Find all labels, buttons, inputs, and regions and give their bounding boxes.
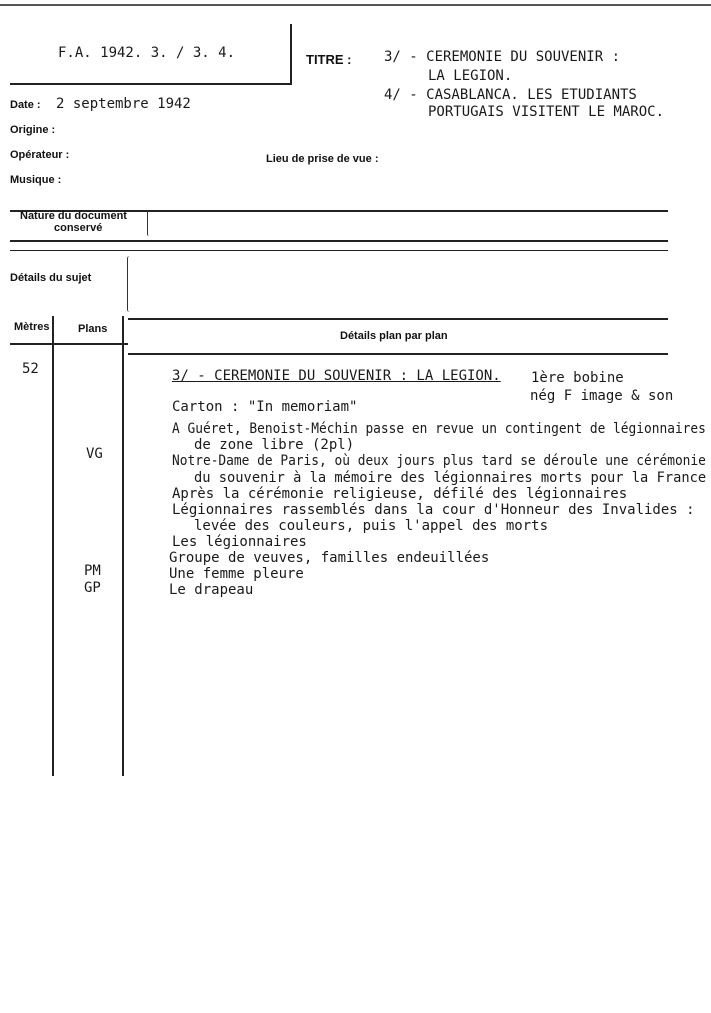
- title-line-1: 3/ - CEREMONIE DU SOUVENIR :: [384, 49, 621, 65]
- operateur-label: Opérateur :: [10, 149, 70, 161]
- musique-label: Musique :: [10, 174, 62, 186]
- reel-note-1: 1ère bobine: [531, 370, 624, 386]
- metres-value: 52: [22, 361, 39, 377]
- detail-line-11: Une femme pleure: [169, 566, 304, 582]
- detail-line-8: levée des couleurs, puis l'appel des morts: [194, 518, 549, 534]
- detail-line-7: Légionnaires rassemblés dans la cour d'Honneur des Invalides :: [172, 502, 695, 518]
- col-divider-2: [122, 316, 124, 776]
- header-divider: [290, 24, 292, 84]
- title-line-3: 4/ - CASABLANCA. LES ETUDIANTS: [384, 87, 637, 103]
- nature-brace: [147, 210, 151, 236]
- detail-line-6: Après la cérémonie religieuse, défilé des légionnaires: [172, 486, 628, 502]
- nature-label-1: Nature du document: [20, 210, 127, 222]
- titre-label: TITRE :: [306, 52, 352, 67]
- table-top-rule: [128, 318, 668, 320]
- plan-vg: VG: [86, 446, 103, 462]
- details-header-rule: [128, 353, 668, 355]
- title-line-2: LA LEGION.: [428, 68, 513, 84]
- title-line-4: PORTUGAIS VISITENT LE MAROC.: [428, 104, 665, 120]
- top-border: [0, 4, 711, 6]
- detail-line-9: Les légionnaires: [172, 534, 307, 550]
- col-details: Détails plan par plan: [340, 330, 448, 342]
- col-metres: Mètres: [14, 321, 50, 333]
- date-value: 2 septembre 1942: [56, 96, 191, 112]
- reel-note-2: nég F image & son: [530, 388, 674, 404]
- nature-label-2: conservé: [54, 222, 103, 234]
- detail-line-3: de zone libre (2pl): [194, 437, 355, 453]
- details-sujet-label: Détails du sujet: [10, 272, 92, 284]
- plan-gp: GP: [84, 580, 101, 596]
- col-plans: Plans: [78, 323, 108, 335]
- detail-line-10: Groupe de veuves, familles endeuillées: [169, 550, 490, 566]
- detail-line-5: du souvenir à la mémoire des légionnaires morts pour la France: [194, 470, 707, 486]
- detail-line-12: Le drapeau: [169, 582, 254, 598]
- col-divider-1: [52, 316, 54, 776]
- detail-line-1: Carton : "In memoriam": [172, 399, 358, 415]
- sujet-brace: [127, 256, 132, 312]
- reference-code: F.A. 1942. 3. / 3. 4.: [58, 45, 236, 61]
- header-underline: [10, 83, 292, 85]
- detail-line-4: Notre-Dame de Paris, où deux jours plus tard se déroule une cérémonie: [172, 453, 706, 469]
- section-title: 3/ - CEREMONIE DU SOUVENIR : LA LEGION.: [172, 368, 501, 384]
- plan-pm: PM: [84, 563, 101, 579]
- nature-bottom-rule: [10, 240, 668, 242]
- sujet-rule: [10, 250, 668, 251]
- origine-label: Origine :: [10, 124, 56, 136]
- table-header-rule: [10, 343, 128, 345]
- detail-line-2: A Guéret, Benoist-Méchin passe en revue un contingent de légionnaires: [172, 421, 706, 437]
- lieu-label: Lieu de prise de vue :: [266, 153, 379, 165]
- date-label: Date :: [10, 99, 41, 111]
